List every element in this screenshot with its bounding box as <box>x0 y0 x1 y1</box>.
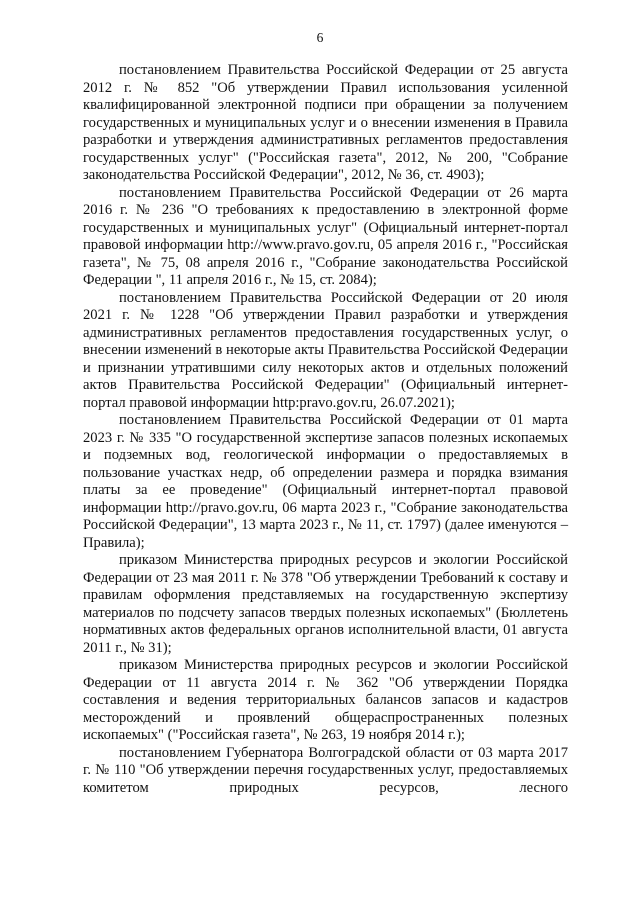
legal-reference-paragraph: постановлением Губернатора Волгоградской области от 03 марта 2017 г. № 110 "Об утверждении перечня государственных услуг, предоставляемых комитетом природных ресурсов, лесного <box>83 744 568 796</box>
legal-reference-paragraph: постановлением Правительства Российской Федерации от 20 июля 2021 г. № 1228 "Об утверждении Правил разработки и утверждения административных регламентов предоставления государственных услуг, о внесении изменений в некоторые акты Правительства Российской Федерации и признании утратившими силу некоторых актов и отдельных положений актов Правительства Российской Федерации" (Официальный интернет-портал правовой информации http:pravo.gov.ru, 26.07.2021); <box>83 289 568 411</box>
document-body <box>83 62 568 797</box>
page-number: 6 <box>316 30 324 45</box>
legal-reference-paragraph: приказом Министерства природных ресурсов и экологии Российской Федерации от 23 мая 2011 г. № 378 "Об утверждении Требований к составу и правилам оформления представляемых на государственную экспертизу материалов по подсчету запасов твердых полезных ископаемых" (Бюллетень нормативных актов федеральных органов исполнительной власти, 01 августа 2011 г., № 31); <box>83 552 568 656</box>
legal-reference-paragraph: приказом Министерства природных ресурсов и экологии Российской Федерации от 11 августа 2014 г. № 362 "Об утверждении Порядка составления и ведения территориальных балансов запасов и кадастров месторождений и проявлений общераспространенных полезных ископаемых" ("Российская газета", № 263, 19 ноября 2014 г.); <box>83 657 568 743</box>
legal-reference-paragraph: постановлением Правительства Российской Федерации от 26 марта 2016 г. № 236 "О требованиях к предоставлению в электронной форме государственных и муниципальных услуг" (Официальный интернет-портал правовой информации http://www.pravo.gov.ru, 05 апреля 2016 г., "Российская газета", № 75, 08 апреля 2016 г., "Собрание законодательства Российской Федерации ", 11 апреля 2016 г., № 15, ст. 2084); <box>83 184 568 288</box>
legal-reference-paragraph: постановлением Правительства Российской Федерации от 01 марта 2023 г. № 335 "О государственной экспертизе запасов полезных ископаемых и подземных вод, геологической информации о предоставляемых в пользование участках недр, об определении размера и порядка взимания платы за ее проведение" (Официальный интернет-портал правовой информации http://pravo.gov.ru, 06 марта 2023 г., "Собрание законодательства Российской Федерации", 13 марта 2023 г., № 11, ст. 1797) (далее именуются – Правила); <box>83 412 568 551</box>
legal-reference-paragraph: постановлением Правительства Российской Федерации от 25 августа 2012 г. № 852 "Об утверждении Правил использования усиленной квалифицированной электронной подписи при обращении за получением государственных и муниципальных услуг и о внесении изменения в Правила разработки и утверждения административных регламентов предоставления государственных услуг" ("Российская газета", 2012, № 200, "Собрание законодательства Российской Федерации", 2012, № 36, ст. 4903); <box>83 62 568 183</box>
